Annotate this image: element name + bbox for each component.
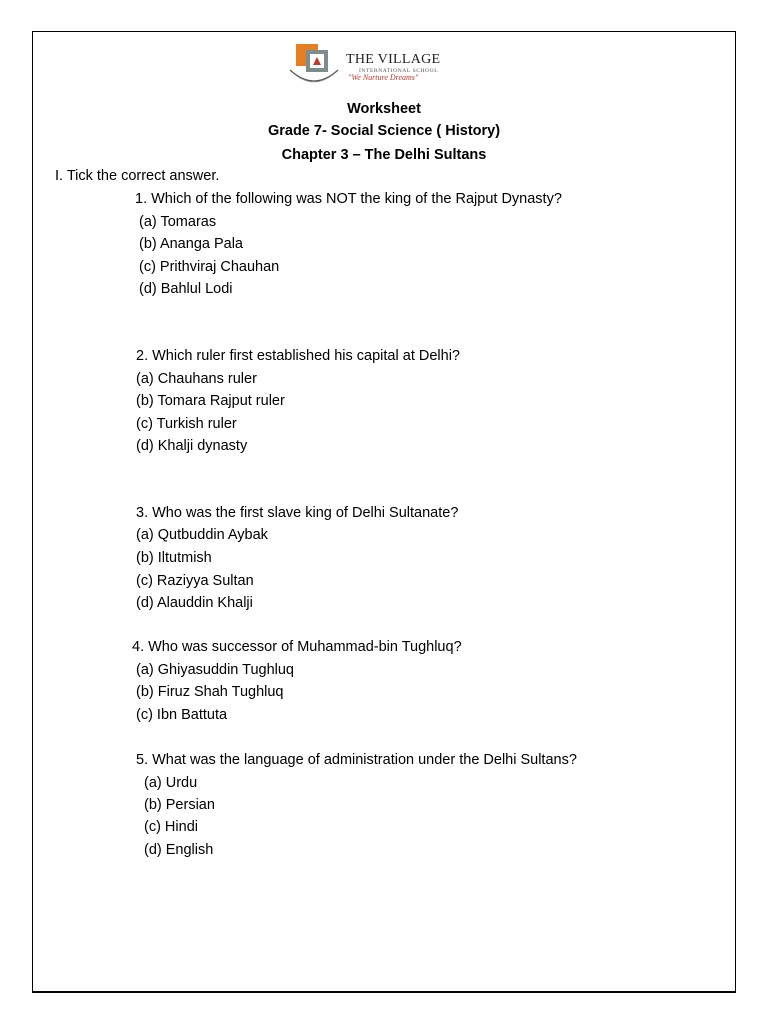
- answer-option[interactable]: (b) Iltutmish: [136, 550, 212, 566]
- answer-option[interactable]: (d) English: [144, 842, 214, 858]
- answer-option[interactable]: (b) Firuz Shah Tughluq: [136, 684, 284, 700]
- logo-emblem-icon: [286, 40, 344, 90]
- answer-option[interactable]: (a) Urdu: [144, 775, 198, 791]
- answer-option[interactable]: (b) Ananga Pala: [139, 236, 243, 252]
- answer-option[interactable]: (a) Ghiyasuddin Tughluq: [136, 662, 294, 678]
- answer-option[interactable]: (b) Tomara Rajput ruler: [136, 393, 285, 409]
- grade-heading: Grade 7- Social Science ( History): [267, 123, 501, 139]
- question-text: 5. What was the language of administration under the Delhi Sultans?: [136, 752, 577, 768]
- chapter-heading: Chapter 3 – The Delhi Sultans: [281, 147, 487, 163]
- answer-option[interactable]: (d) Khalji dynasty: [136, 438, 248, 454]
- school-logo: [286, 40, 456, 90]
- answer-option[interactable]: (a) Tomaras: [139, 214, 217, 230]
- question-text: 4. Who was successor of Muhammad-bin Tughluq?: [132, 639, 462, 655]
- section-instruction: I. Tick the correct answer.: [55, 168, 220, 184]
- answer-option[interactable]: (b) Persian: [144, 797, 215, 813]
- answer-option[interactable]: (c) Turkish ruler: [136, 416, 237, 432]
- answer-option[interactable]: (c) Prithviraj Chauhan: [139, 259, 280, 275]
- question-text: 2. Which ruler first established his capital at Delhi?: [136, 348, 460, 364]
- answer-option[interactable]: (d) Bahlul Lodi: [139, 281, 233, 297]
- answer-option[interactable]: (d) Alauddin Khalji: [136, 595, 253, 611]
- answer-option[interactable]: (a) Chauhans ruler: [136, 371, 257, 387]
- worksheet-title: Worksheet: [347, 101, 421, 117]
- answer-option[interactable]: (c) Hindi: [144, 819, 198, 835]
- answer-option[interactable]: (c) Ibn Battuta: [136, 707, 228, 723]
- logo-name: THE VILLAGE: [346, 52, 441, 67]
- answer-option[interactable]: (c) Raziyya Sultan: [136, 573, 254, 589]
- answer-option[interactable]: (a) Qutbuddin Aybak: [136, 527, 268, 543]
- logo-subtitle: INTERNATIONAL SCHOOL: [359, 68, 439, 74]
- question-text: 1. Which of the following was NOT the king of the Rajput Dynasty?: [135, 191, 562, 207]
- question-text: 3. Who was the first slave king of Delhi Sultanate?: [136, 505, 459, 521]
- logo-tagline: "We Nurture Dreams": [348, 73, 419, 82]
